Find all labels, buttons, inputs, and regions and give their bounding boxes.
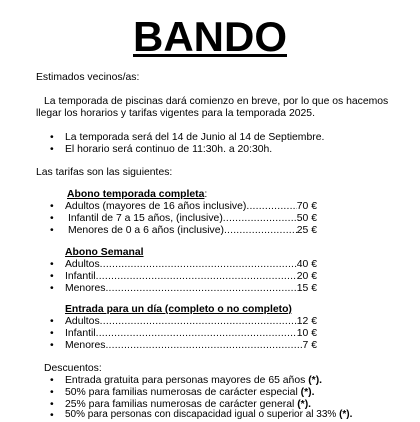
discount-item: 50% para personas con discapacidad igual o superior al 33% (*). xyxy=(65,409,353,420)
price-row: Adultos ..... 40 € xyxy=(65,259,317,271)
greeting: Estimados vecinos/as: xyxy=(36,72,140,83)
season-dates: La temporada será del 14 de Junio al 14 de Septiembre. xyxy=(65,132,325,143)
bullet-icon: • xyxy=(50,144,54,155)
bullet-icon: • xyxy=(50,340,54,351)
bullet-icon: • xyxy=(50,213,54,224)
price-row: Menores de 0 a 6 años (inclusive) ..... 25 € xyxy=(68,225,317,237)
price-row: Infantil ..... 10 € xyxy=(65,328,317,340)
section-heading-day-ticket: Entrada para un día (completo o no completo) xyxy=(65,304,292,315)
intro-line-1: La temporada de piscinas dará comienzo en breve, por lo que os hacemos xyxy=(44,96,389,107)
bullet-icon: • xyxy=(50,328,54,339)
bullet-icon: • xyxy=(50,201,54,212)
bullet-icon: • xyxy=(50,375,54,386)
bullet-icon: • xyxy=(50,316,54,327)
bullet-icon: • xyxy=(50,387,54,398)
bullet-icon: • xyxy=(50,399,54,410)
discount-item: 25% para familias numerosas de carácter general (*). xyxy=(65,399,312,410)
discount-item: Entrada gratuita para personas mayores de 65 años (*). xyxy=(65,375,323,386)
price-row: Adultos ..... 12 € xyxy=(65,316,317,328)
price-row: Menores ..... 15 € xyxy=(65,283,317,295)
price-row: Menores ..... 7 € xyxy=(65,340,317,352)
bullet-icon: • xyxy=(50,410,54,421)
section-heading-season-pass: Abono temporada completa: xyxy=(67,189,208,200)
intro-line-2: llegar los horarios y tarifas vigentes para la temporada 2025. xyxy=(36,108,315,119)
section-heading-weekly-pass: Abono Semanal xyxy=(65,247,144,258)
season-hours: El horario será continuo de 11:30h. a 20:30h. xyxy=(65,144,273,155)
bullet-icon: • xyxy=(50,132,54,143)
bullet-icon: • xyxy=(50,271,54,282)
price-row: Adultos (mayores de 16 años inclusive) ..... 70 € xyxy=(65,201,317,213)
discounts-heading: Descuentos: xyxy=(44,363,102,374)
bullet-icon: • xyxy=(50,225,54,236)
price-row: Infantil ..... 20 € xyxy=(65,271,317,283)
bullet-icon: • xyxy=(50,283,54,294)
page-title: BANDO xyxy=(133,13,287,60)
price-row: Infantil de 7 a 15 años, (inclusive) ..... 50 € xyxy=(68,213,317,225)
bullet-icon: • xyxy=(50,259,54,270)
discount-item: 50% para familias numerosas de carácter especial (*). xyxy=(65,387,315,398)
tariffs-intro: Las tarifas son las siguientes: xyxy=(36,167,173,178)
